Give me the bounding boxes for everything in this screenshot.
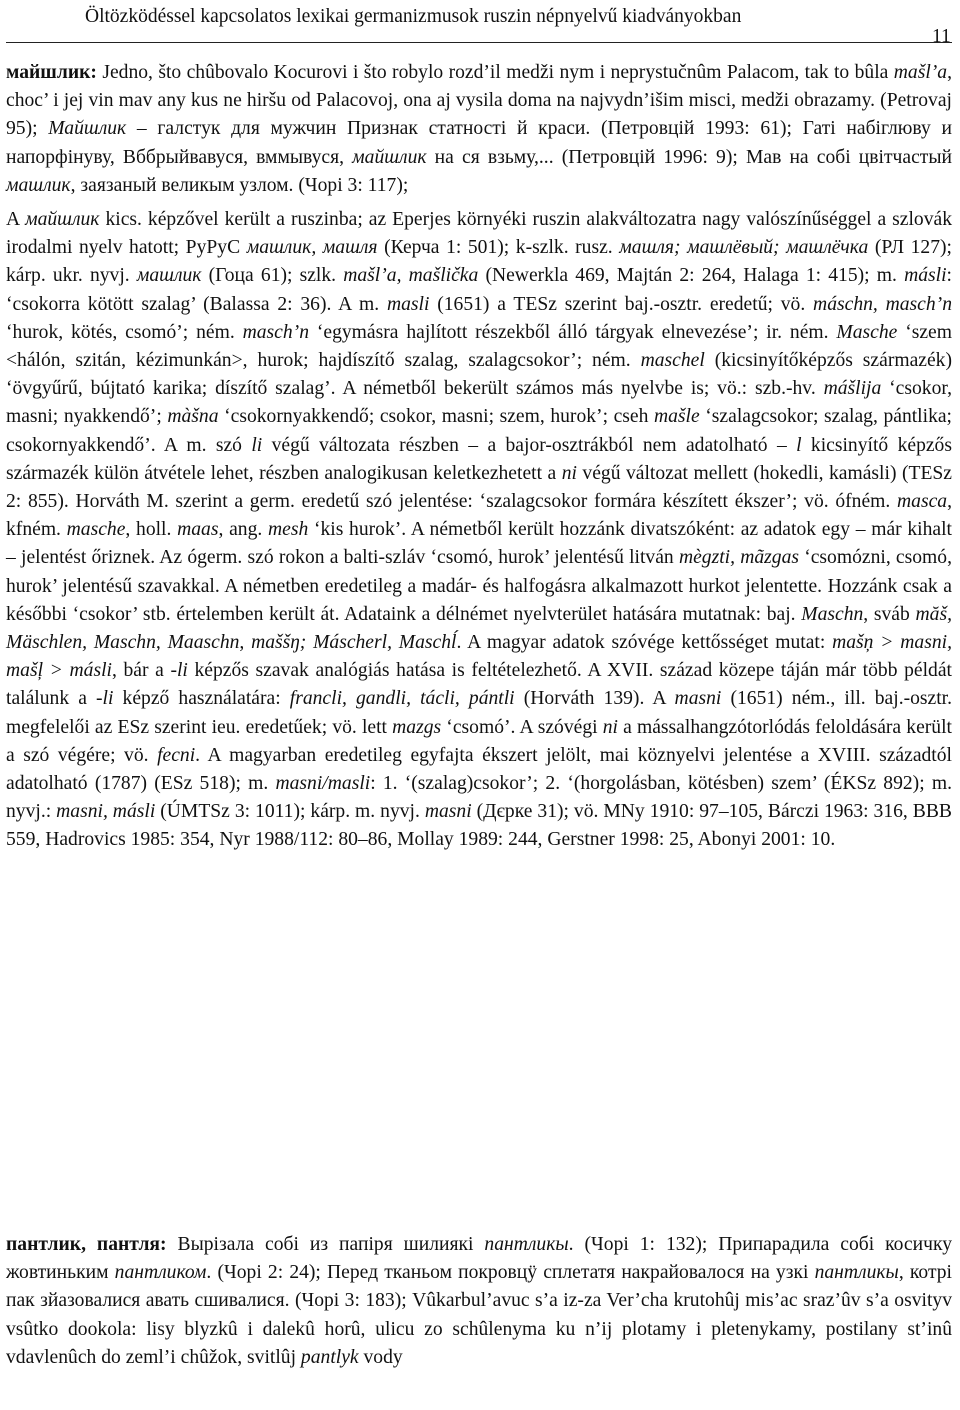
italic-form: mašņ > masni, mašļ > másli (6, 632, 952, 682)
text-run: Jedno, što chûbovalo Kocurovi i što robylo rozd’il medži nym i neprystučnûm Palacom, tak to bûla (96, 62, 894, 83)
italic-form: masli (386, 293, 430, 315)
header-rule (6, 42, 952, 43)
headword: майшлик: (6, 62, 97, 83)
text-run: , sváb (863, 603, 916, 625)
text-run: vody (358, 1346, 403, 1368)
text-run: . (Чорі 1: 132); Припарадила собі косичку жовтиньким (6, 1234, 952, 1284)
italic-form: mesh (267, 519, 309, 541)
text-run: képzős szavak analógiás hatása is feltételezhető. A XVII. század közepe táján már több példát találunk a (6, 660, 952, 710)
italic-form: masch’n (242, 321, 309, 343)
text-run: ‘hurok, kötés, csomó’; ném. (6, 321, 243, 343)
italic-form: -li (170, 660, 188, 682)
italic-form: майшлик (25, 209, 100, 231)
headword: пантлик, пантля: (6, 1234, 167, 1255)
italic-form: Maschn (801, 603, 864, 625)
italic-form: măš, Mäschlen, Maschn, Maaschn, maššŋ; Máscherl, Maschĺ (6, 603, 952, 654)
italic-form: ni (602, 716, 618, 738)
italic-form: машлик, машля (246, 237, 378, 259)
italic-form: машлик (136, 265, 202, 287)
text-run: . A magyar adatok szóvége kettősséget mutat: (456, 632, 833, 654)
entry-etymology (6, 206, 952, 855)
text-run: (kicsinyítőképzős származék) ‘övgyűrű, bújtató karika; díszítő szalag’. A németből bekerült számos más nyelvbe is; vö.: szb.-hv. (6, 350, 952, 400)
italic-form: maas (177, 519, 219, 541)
italic-form: майшлик (352, 146, 427, 168)
text-run: : 1. ‘(szalag)csokor’; 2. ‘(horgolásban, kötésben) szem’ (ÉKSz 892); m. nyvj.: (6, 773, 952, 823)
italic-form: машлик (6, 174, 71, 196)
text-run: – галстук для мужчин Признак статності й краси. (Петровцій 1993: 61); Гаті набіглюву и напорфінуву, Вббрыйвавуся, вммывуся, (6, 118, 952, 168)
entry-citations (6, 1231, 952, 1372)
text-run: Вырізала собі из папіря шилиякі (166, 1234, 485, 1255)
italic-form: li (251, 434, 263, 456)
text-run: (Newerkla 469, Majtán 2: 264, Halaga 1: 415); m. (478, 265, 905, 287)
italic-form: másli (904, 265, 947, 287)
text-run: (Гоца 61); szlk. (201, 265, 344, 287)
italic-form: masni, másli (56, 801, 156, 823)
italic-form: -li (96, 688, 114, 710)
text-run: (1651) ném., ill. baj.-osztr. megfelelői az ESz szerint ieu. eredetűek; vö. lett (6, 688, 953, 738)
text-run: . A magyarban eredetileg egyfajta ékszert jelölt, mai köznyelvi jelentése a XVIII. századtól adatolható (1787) (ESz 518); m. (6, 744, 952, 795)
text-run: : ‘csokorra kötött szalag’ (Balassa 2: 36). A m. (6, 265, 952, 315)
italic-form: пантликом (114, 1262, 207, 1284)
italic-form: Майшлик (48, 118, 127, 140)
italic-form: пантликы (814, 1262, 899, 1284)
italic-form: francli, gandli, tácli, pántli (289, 688, 515, 710)
italic-form: Masche (836, 321, 898, 343)
italic-form: mègzti, mãzgas (678, 547, 799, 569)
text-run: , choc’ i jej vin mav any kus ne hiršu od Palacovoj, ona aj vysila doma na najvydn’išim misci, medži obrazamy. (Petrovaj 95); (6, 62, 952, 140)
italic-form: l (796, 434, 802, 456)
text-run: ‘csokornyakkendő; csokor, masni; szem, hurok’; cseh (218, 406, 654, 428)
text-run: végű változat mellett (hokedli, kamásli) (TESz 2: 855). Horváth M. szerint a germ. eredetű szó jelentése: ‘szalagcsokor formára készített ékszer’; vö. ófném. (6, 462, 953, 513)
text-run: , kfném. (6, 491, 952, 541)
text-run: kicsinyítő képzős származék külön átvétele lehet, részben analogikusan keletkezhetett a (6, 434, 952, 484)
text-run: a mássalhangzótorlódás feloldására került a szó végére; vö. (6, 716, 952, 766)
text-run: ‘csomózni, csomó, hurok’ jelentésű szavakkal. A németben eredetileg a madár- és halfogásra alkalmazott hurkot jelentette. Hozzánk csak a későbbi ‘csokor’ stb. értelemben került át. Adataink a délnémet nyelvterület hatására mutatnak: baj. (6, 547, 952, 625)
italic-form: maschel (640, 350, 705, 372)
italic-form: машля; машлёвый; машлёчка (619, 237, 869, 259)
italic-form: fecni (157, 744, 196, 766)
italic-form: masni/masli (275, 773, 371, 795)
entry-citations (6, 59, 952, 200)
text-run: végű változata részben – a bajor-osztrákból nem adatolható – (262, 434, 797, 456)
text-run: (Horváth 139). A (514, 688, 675, 710)
text-run: . (Чорі 2: 24); Перед тканьом покровцÿ сплетатя накрайовалося на узкі (206, 1262, 815, 1284)
italic-form: mašle (653, 406, 700, 428)
header-title: Öltözködéssel kapcsolatos lexikai germanizmusok ruszin népnyelvű kiadványokban (85, 6, 742, 27)
text-run: на ся взьму,... (Петровцій 1996: 9); Мав на собі цвітчастый (426, 146, 953, 168)
italic-form: пантликы (484, 1234, 569, 1255)
italic-form: máschn, masch’n (813, 293, 952, 315)
text-run: A (6, 209, 26, 231)
text-run: ‘szalagcsokor; szalag, pántlika; csokornyakkendő’. A m. szó (6, 406, 953, 456)
text-run: képző használatára: (113, 688, 290, 710)
text-run: (1651) a TESz szerint baj.-osztr. eredetű; vö. (429, 293, 814, 315)
italic-form: pantlyk (300, 1346, 359, 1368)
text-run: , bár a (111, 660, 171, 682)
dictionary-entry-majslik (6, 59, 952, 855)
italic-form: masni (674, 688, 722, 710)
text-run: ‘szem <hálón, szitán, kézimunkán>, hurok; hajdíszítő szalag, szalagcsokor’; ném. (6, 321, 952, 372)
text-run: , holl. (125, 519, 178, 541)
text-run: (Керча 1: 501); k-szlk. rusz. (377, 237, 620, 259)
text-run: (Дєрке 31); vö. MNy 1910: 97–105, Bárczi 1963: 316, BBB 559, Hadrovics 1985: 354, Nyr 1988/112: 80–86, Mollay 1989: 244, Gerstner 1998: 25, Abonyi 2001: 10. (6, 801, 952, 851)
text-run: , ang. (218, 519, 268, 541)
italic-form: mašl’a (893, 62, 948, 83)
dictionary-entry-pantlik (6, 1231, 952, 1372)
text-run: , котрі пак зйазовалися авать сшивалися. (Чорі 3: 183); Vûkarbul’avuc s’a iz-za Ver’cha krutohûj mis’ac sraz’ûv s’a osvityv vsûtko dookola: lisy blyzkû i dalekû horû, ulicu zo schûlenyma ku n’ij plotamy i pletenykamy, postilany st’inû vdavlenûch do zeml’i chûžok, svitlûj (6, 1262, 952, 1368)
italic-form: masca (897, 491, 948, 513)
italic-form: mašl’a, mašlička (343, 265, 479, 287)
text-run: ‘csokor, masni; nyakkendő’; (6, 378, 953, 428)
italic-form: mášlija (823, 378, 882, 400)
text-run: ‘egymásra hajlított részekből álló tárgyak elnevezése’; ir. ném. (309, 321, 837, 343)
text-run: , заязаный великым узлом. (Чорі 3: 117); (70, 174, 409, 196)
italic-form: màšna (167, 406, 219, 428)
italic-form: mazgs (392, 716, 442, 738)
italic-form: ni (561, 462, 577, 484)
text-run: ‘csomó’. A szóvégi (441, 716, 603, 738)
running-header (0, 6, 960, 46)
text-run: ‘kis hurok’. A németből került hozzánk divatszóként: az adatok egy – már kihalt – jelentést őriznek. Az ógerm. szó rokon a balti-szláv ‘csomó, hurok’ jelentésű litván (6, 519, 952, 569)
italic-form: masche (66, 519, 126, 541)
page-number: 11 (932, 26, 951, 47)
italic-form: masni (424, 801, 472, 823)
text-run: (ÚMTSz 3: 1011); kárp. m. nyvj. (155, 801, 425, 823)
text-run: kics. képzővel került a ruszinba; az Eperjes környéki ruszin alakváltozatra nagy valószínűséggel a szlovák irodalmi nyelv hatott; РуРуС (6, 209, 952, 259)
text-run: (РЛ 127); kárp. ukr. nyvj. (6, 237, 952, 287)
